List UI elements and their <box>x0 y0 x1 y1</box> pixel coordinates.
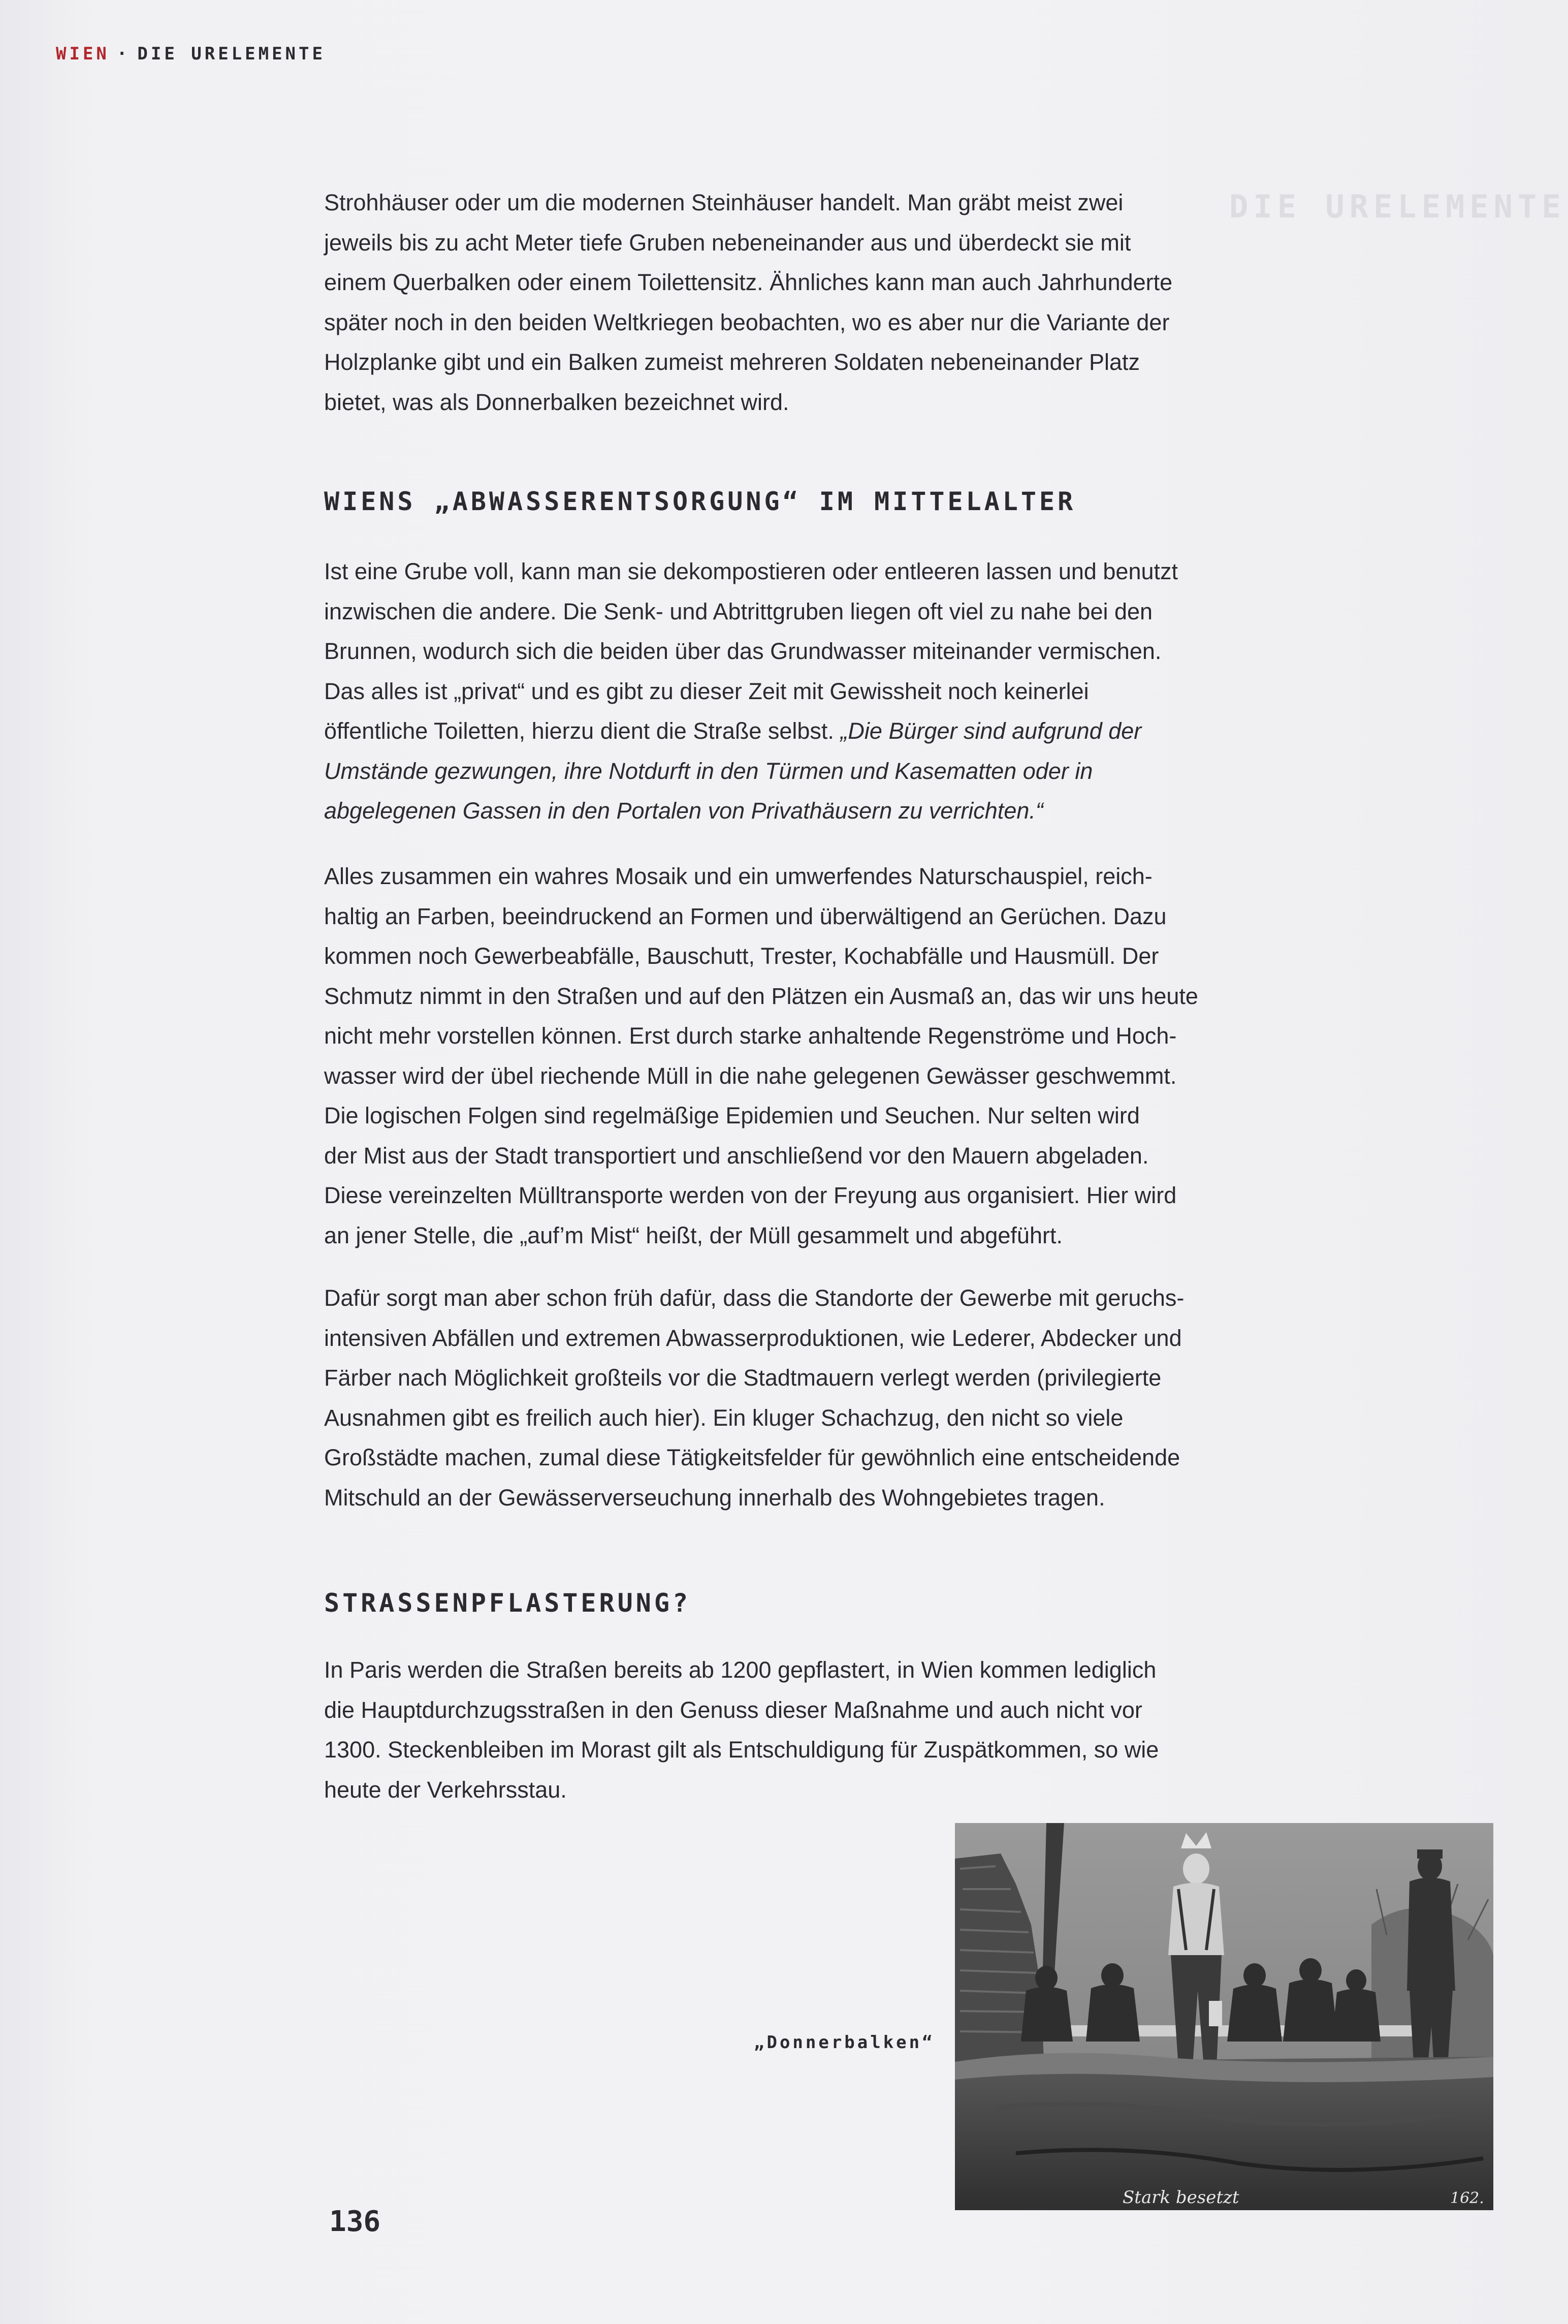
figure-caption: „Donnerbalken“ <box>754 2032 935 2053</box>
text-line: kommen noch Gewerbeabfälle, Bauschutt, Trester, Kochabfälle und Hausmüll. Der <box>324 943 1159 969</box>
text-line: Strohhäuser oder um die modernen Steinhäuser handelt. Man gräbt meist zwei <box>324 190 1124 215</box>
text-line: wasser wird der übel riechende Müll in die nahe gelegenen Gewässer geschwemmt. <box>324 1062 1177 1089</box>
text-line: jeweils bis zu acht Meter tiefe Gruben nebeneinander aus und überdeckt sie mit <box>324 229 1131 256</box>
paragraph-gewerbe <box>324 1278 1294 1518</box>
text-line <box>324 711 1294 751</box>
running-head-section: WIEN <box>56 44 110 64</box>
text-line: inzwischen die andere. Die Senk- und Abtrittgruben liegen oft viel zu nahe bei den <box>324 598 1153 624</box>
text-line: Das alles ist „privat“ und es gibt zu dieser Zeit mit Gewissheit noch keinerlei <box>324 678 1089 704</box>
photo-number: 162. <box>1450 2189 1484 2207</box>
paragraph-intro <box>324 183 1294 422</box>
text-line: Großstädte machen, zumal diese Tätigkeitsfelder für gewöhnlich eine entscheidende <box>324 1444 1180 1470</box>
text-line: Färber nach Möglichkeit großteils vor die Stadtmauern verlegt werden (privilegierte <box>324 1365 1162 1391</box>
running-head-separator: · <box>116 44 131 64</box>
text-line: Ist eine Grube voll, kann man sie dekompostieren oder entleeren lassen und benutzt <box>324 558 1178 584</box>
paragraph-grube <box>324 552 1294 831</box>
historic-photograph <box>955 1823 1493 2210</box>
text-line: bietet, was als Donnerbalken bezeichnet wird. <box>324 389 789 415</box>
quotation: abgelegenen Gassen in den Portalen von Privathäusern zu verrichten.“ <box>324 798 1043 824</box>
paragraph-mosaik <box>324 857 1294 1255</box>
text-line: heute der Verkehrsstau. <box>324 1776 567 1803</box>
paragraph-paris <box>324 1650 1294 1810</box>
quotation: Umstände gezwungen, ihre Notdurft in den Türmen und Kasematten oder in <box>324 758 1093 784</box>
page-number: 136 <box>329 2205 381 2238</box>
text-line: Diese vereinzelten Mülltransporte werden von der Freyung aus organisiert. Hier wird <box>324 1182 1177 1208</box>
text-line: 1300. Steckenbleiben im Morast gilt als Entschuldigung für Zuspätkommen, so wie <box>324 1737 1159 1763</box>
text-line <box>324 791 1294 831</box>
text-line: Brunnen, wodurch sich die beiden über das Grundwasser miteinander vermischen. <box>324 638 1162 664</box>
text-line: Mitschuld an der Gewässerverseuchung innerhalb des Wohngebietes tragen. <box>324 1484 1105 1511</box>
text-line: einem Querbalken oder einem Toilettensitz. Ähnliches kann man auch Jahrhunderte <box>324 269 1173 295</box>
text-line: später noch in den beiden Weltkriegen beobachten, wo es aber nur die Variante der <box>324 309 1170 335</box>
text-line: Schmutz nimmt in den Straßen und auf den Plätzen ein Ausmaß an, das wir uns heute <box>324 983 1198 1009</box>
text-line: Die logischen Folgen sind regelmäßige Epidemien und Seuchen. Nur selten wird <box>324 1103 1140 1128</box>
text-line: haltig an Farben, beeindruckend an Formen und überwältigend an Gerüchen. Dazu <box>324 903 1167 929</box>
text-line: der Mist aus der Stadt transportiert und anschließend vor den Mauern abgeladen. <box>324 1142 1149 1169</box>
text-line: die Hauptdurchzugsstraßen in den Genuss dieser Maßnahme und auch nicht vor <box>324 1697 1142 1723</box>
show-through-text: DIE URELEMENTE <box>1229 188 1566 225</box>
text-plain: öffentliche Toiletten, hierzu dient die Straße selbst. <box>324 718 841 744</box>
text-line: intensiven Abfällen und extremen Abwasserproduktionen, wie Lederer, Abdecker und <box>324 1325 1182 1351</box>
text-line: Ausnahmen gibt es freilich auch hier). Ein kluger Schachzug, den nicht so viele <box>324 1404 1124 1431</box>
text-line: nicht mehr vorstellen können. Erst durch starke anhaltende Regenströme und Hoch- <box>324 1023 1177 1049</box>
section-heading-pflasterung: STRASSENPFLASTERUNG? <box>324 1588 691 1618</box>
text-line: an jener Stelle, die „auf’m Mist“ heißt, der Müll gesammelt und abgeführt. <box>324 1222 1063 1248</box>
running-head <box>56 44 326 64</box>
photo-inscription: Stark besetzt <box>1123 2187 1239 2208</box>
text-line: In Paris werden die Straßen bereits ab 1200 gepflastert, in Wien kommen lediglich <box>324 1657 1157 1683</box>
text-line: Dafür sorgt man aber schon früh dafür, dass die Standorte der Gewerbe mit geruchs- <box>324 1285 1185 1311</box>
quotation: „Die Bürger sind aufgrund der <box>840 718 1142 744</box>
running-head-chapter: DIE URELEMENTE <box>137 44 326 64</box>
text-line: Holzplanke gibt und ein Balken zumeist mehreren Soldaten nebeneinander Platz <box>324 349 1140 375</box>
text-line <box>324 751 1294 792</box>
section-heading-abwasser: WIENS „ABWASSERENTSORGUNG“ IM MITTELALTER <box>324 487 1076 516</box>
text-line: Alles zusammen ein wahres Mosaik und ein umwerfendes Naturschauspiel, reich- <box>324 863 1153 889</box>
